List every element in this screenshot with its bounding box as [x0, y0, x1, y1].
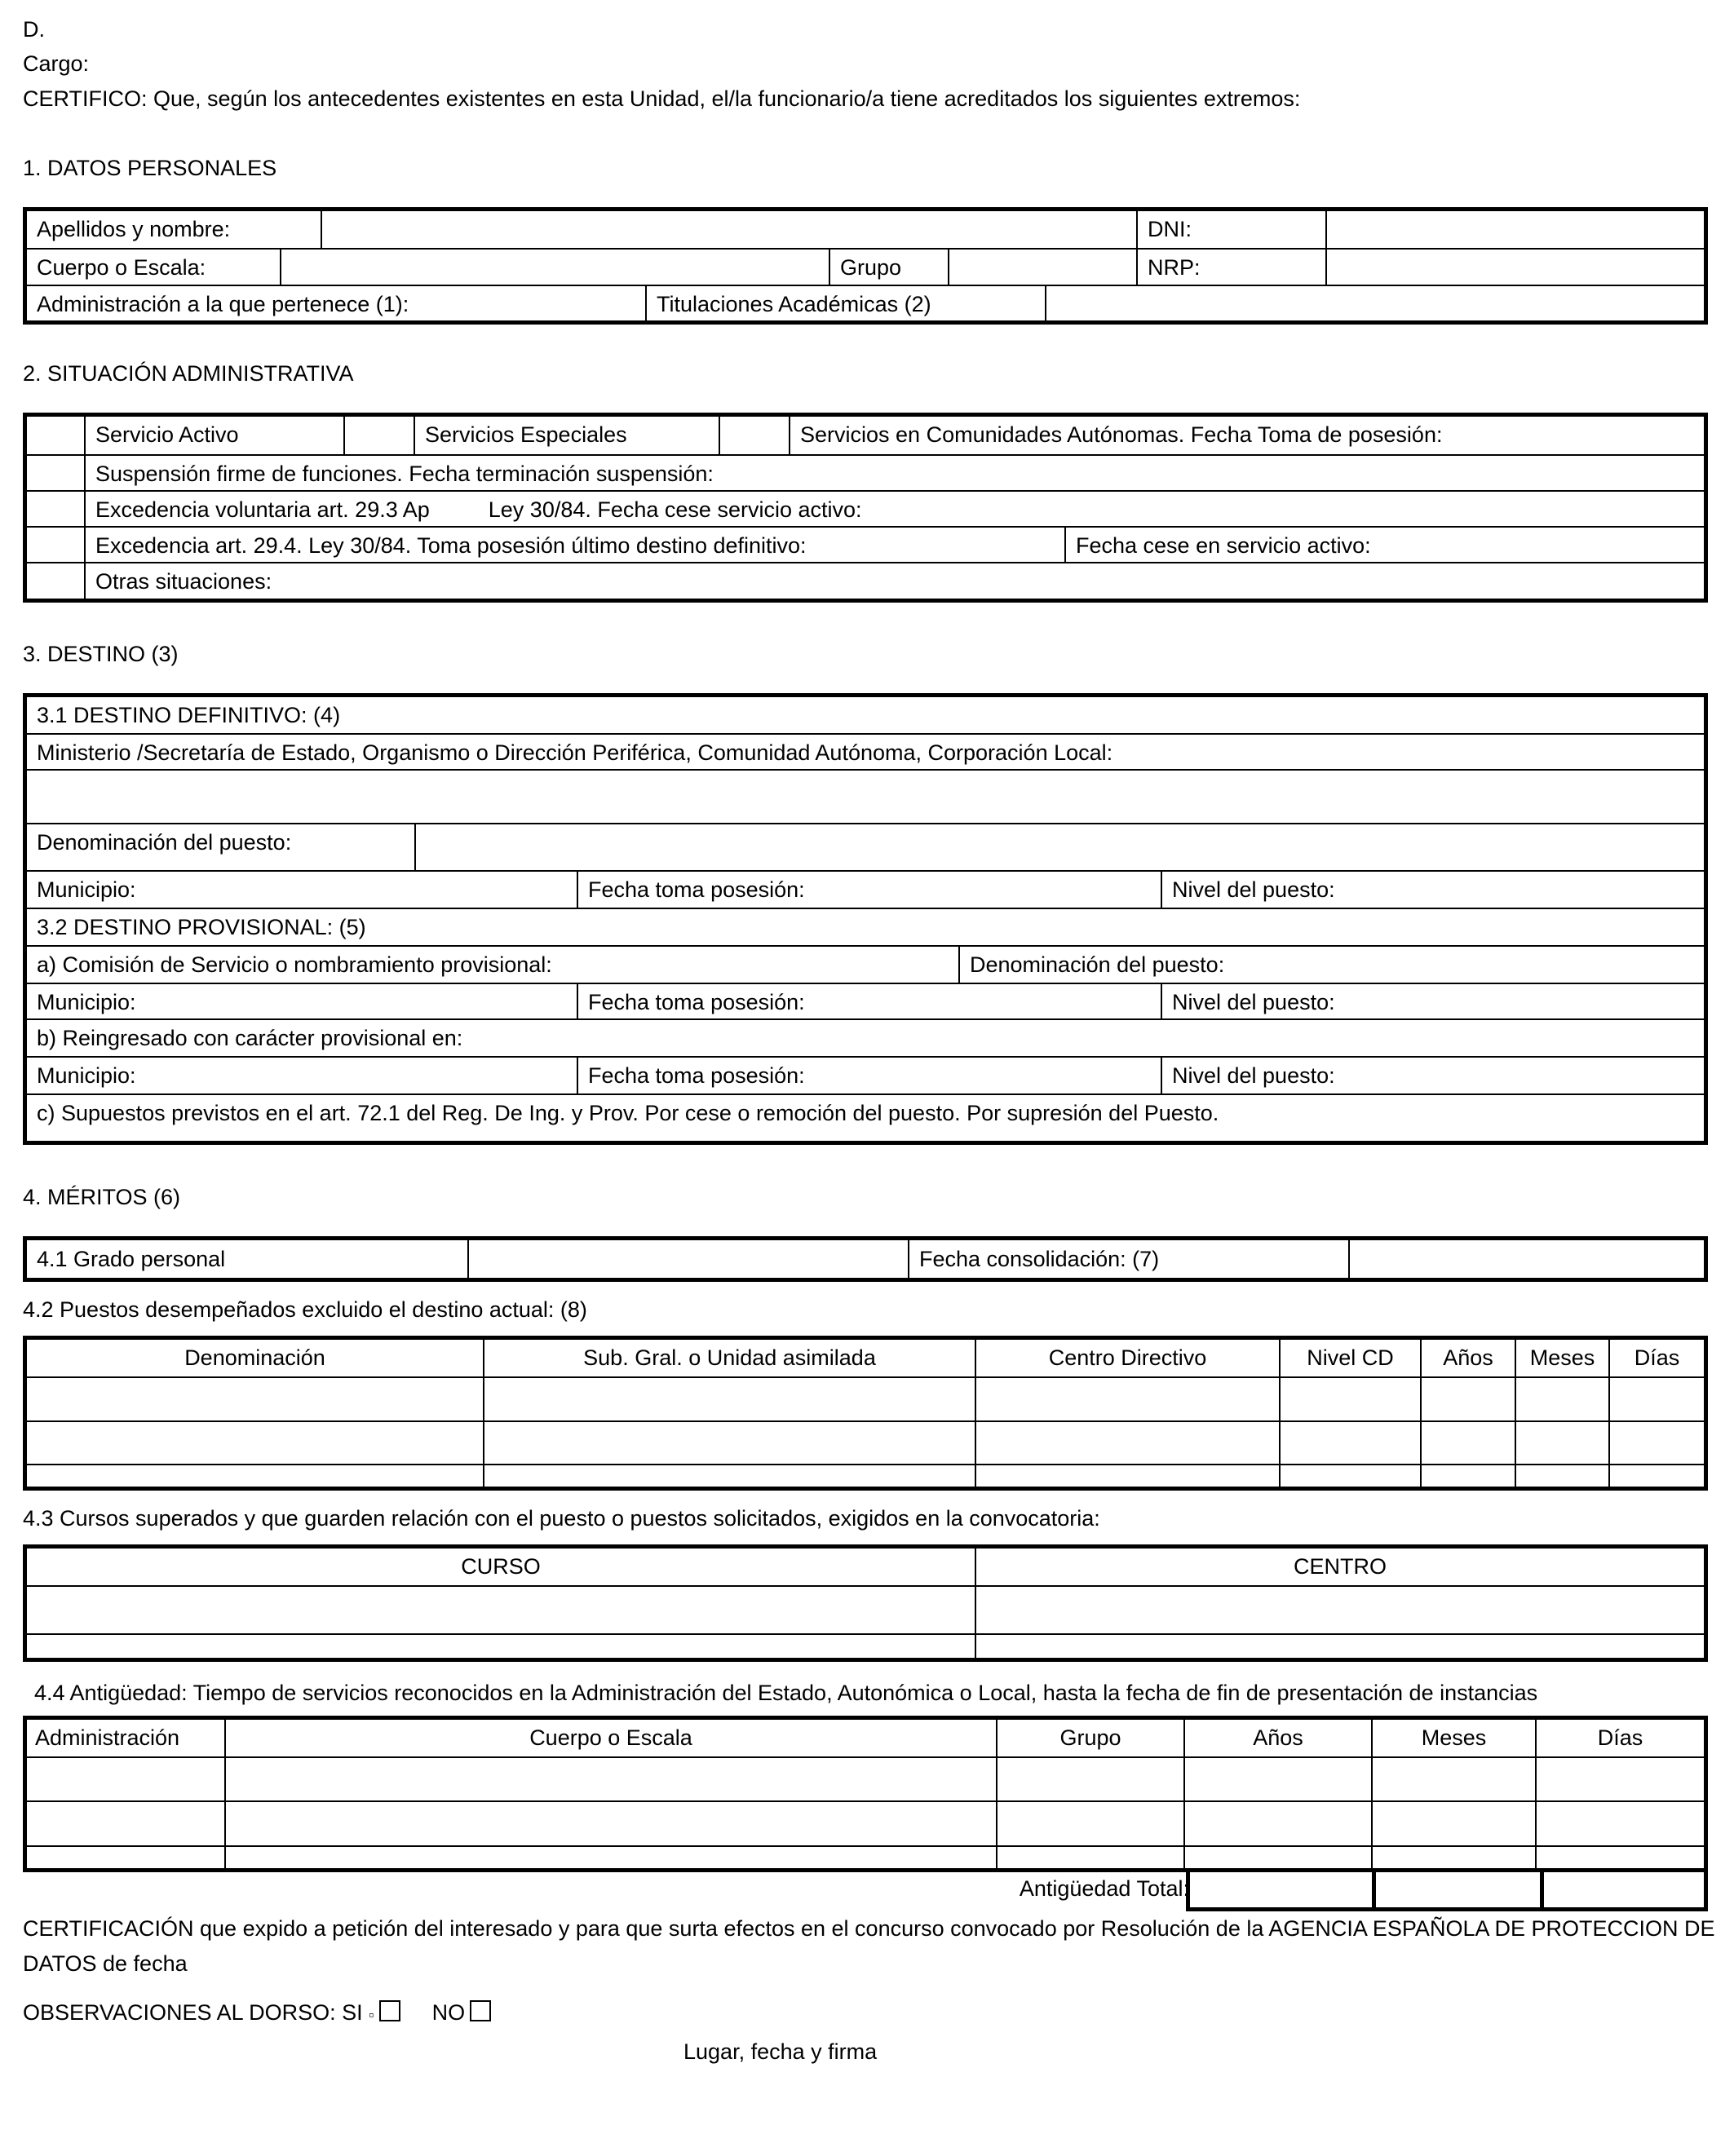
- destino-table: [23, 693, 1708, 1145]
- servicios-ca-checkbox[interactable]: [719, 417, 789, 454]
- excedencia-294-label: Excedencia art. 29.4. Ley 30/84. Toma posesión último destino definitivo:: [84, 528, 1064, 562]
- section-3-title: 3. DESTINO (3): [23, 642, 179, 666]
- puestos-title: 4.2 Puestos desempeñados excluido el destino actual: (8): [23, 1297, 587, 1322]
- table-row: [27, 1421, 1704, 1465]
- dni-field[interactable]: [1325, 211, 1704, 248]
- cursos-table: [23, 1544, 1708, 1662]
- excedencia-voluntaria-text: Excedencia voluntaria art. 29.3 Ap: [95, 497, 430, 522]
- observaciones-label: OBSERVACIONES AL DORSO: SI: [23, 2000, 363, 2025]
- grado-table: [23, 1236, 1708, 1282]
- destino-definitivo-label: 3.1 DESTINO DEFINITIVO: (4): [37, 703, 341, 727]
- antiguedad-header-meses: Meses: [1372, 1720, 1536, 1757]
- nivel-label-2: Nivel del puesto:: [1161, 984, 1704, 1018]
- total-anos-field[interactable]: [1190, 1871, 1376, 1907]
- nivel-label-3: Nivel del puesto:: [1161, 1058, 1704, 1093]
- titulaciones-label: Titulaciones Académicas (2): [645, 286, 1045, 320]
- observaciones-line: [23, 1995, 491, 2033]
- excedencia-voluntaria-text-2: Ley 30/84. Fecha cese servicio activo:: [488, 497, 862, 522]
- antiguedad-table: [23, 1716, 1708, 1872]
- ministerio-label: Ministerio /Secretaría de Estado, Organismo o Dirección Periférica, Comunidad Autónoma, Corporación Local:: [37, 740, 1113, 765]
- comision-label: a) Comisión de Servicio o nombramiento provisional:: [37, 952, 552, 977]
- situacion-table: [23, 413, 1708, 603]
- table-row: [27, 1846, 1704, 1868]
- table-row: [27, 1757, 1704, 1801]
- certificacion-line-2: DATOS de fecha: [23, 1951, 188, 1976]
- section-2-title: 2. SITUACIÓN ADMINISTRATIVA: [23, 361, 354, 386]
- puestos-header-meses: Meses: [1515, 1340, 1609, 1377]
- cargo-line: Cargo:: [23, 51, 90, 76]
- antiguedad-header-administracion: Administración: [27, 1720, 225, 1757]
- denominacion-b-label: Denominación del puesto:: [958, 947, 1704, 983]
- puestos-header-subgral: Sub. Gral. o Unidad asimilada: [484, 1340, 975, 1377]
- denominacion-label: Denominación del puesto:: [37, 830, 292, 855]
- table-row: [27, 1586, 1704, 1634]
- lugar-fecha-firma: Lugar, fecha y firma: [683, 2039, 878, 2064]
- puestos-table: [23, 1336, 1708, 1491]
- antiguedad-header-anos: Años: [1184, 1720, 1372, 1757]
- administracion-label: Administración a la que pertenece (1):: [37, 292, 409, 316]
- cuerpo-field[interactable]: [280, 250, 829, 285]
- section-4-title: 4. MÉRITOS (6): [23, 1185, 181, 1209]
- certificacion-line-1: CERTIFICACIÓN que expido a petición del interesado y para que surta efectos en el concurso convocado por Resolución de la AGENCIA ESPAÑOLA DE PROTECCION DE: [23, 1916, 1715, 1941]
- total-meses-field[interactable]: [1376, 1871, 1544, 1907]
- table-row: [27, 1634, 1704, 1658]
- apellidos-label: Apellidos y nombre:: [37, 217, 231, 241]
- apellidos-field[interactable]: [321, 211, 1136, 248]
- antiguedad-total-fields: [1186, 1871, 1708, 1911]
- cursos-header-curso: CURSO: [27, 1549, 975, 1586]
- servicio-activo-checkbox[interactable]: [27, 417, 84, 454]
- antiguedad-header-dias: Días: [1536, 1720, 1704, 1757]
- nrp-field[interactable]: [1325, 250, 1704, 285]
- puestos-header-centro: Centro Directivo: [975, 1340, 1280, 1377]
- puestos-header-anos: Años: [1421, 1340, 1515, 1377]
- fecha-toma-label-3: Fecha toma posesión:: [577, 1058, 1161, 1093]
- reingresado-label: b) Reingresado con carácter provisional en:: [37, 1026, 463, 1050]
- antiguedad-total-label: Antigüedad Total:: [1019, 1876, 1189, 1901]
- fecha-consolidacion-field[interactable]: [1348, 1240, 1704, 1278]
- servicios-especiales-checkbox[interactable]: [343, 417, 414, 454]
- titulaciones-field[interactable]: [1045, 286, 1704, 320]
- nivel-label-1: Nivel del puesto:: [1161, 872, 1704, 908]
- puestos-header-nivel: Nivel CD: [1280, 1340, 1421, 1377]
- cursos-header-centro: CENTRO: [975, 1549, 1704, 1586]
- antiguedad-header-cuerpo: Cuerpo o Escala: [225, 1720, 997, 1757]
- total-dias-field[interactable]: [1544, 1871, 1704, 1907]
- ministerio-field[interactable]: [27, 771, 1704, 823]
- excedencia-voluntaria-label: [84, 492, 1704, 526]
- recipient-line: D.: [23, 17, 45, 42]
- antiguedad-title: 4.4 Antigüedad: Tiempo de servicios reconocidos en la Administración del Estado, Autonómica o Local, hasta la fecha de fin de presentación de instancias: [34, 1681, 1538, 1705]
- servicios-ca-label: Servicios en Comunidades Autónomas. Fecha Toma de posesión:: [789, 417, 1704, 454]
- excedencia-voluntaria-checkbox[interactable]: [27, 492, 84, 526]
- cursos-title: 4.3 Cursos superados y que guarden relación con el puesto o puestos solicitados, exigidos en la convocatoria:: [23, 1506, 1100, 1531]
- table-row: [27, 1377, 1704, 1421]
- grupo-label: Grupo: [829, 250, 948, 285]
- excedencia-294-checkbox[interactable]: [27, 528, 84, 562]
- suspension-checkbox[interactable]: [27, 456, 84, 490]
- grupo-field[interactable]: [948, 250, 1136, 285]
- supuestos-label: c) Supuestos previstos en el art. 72.1 del Reg. De Ing. y Prov. Por cese o remoción del puesto. Por supresión del Puesto.: [37, 1101, 1219, 1125]
- certifico-line: CERTIFICO: Que, según los antecedentes existentes en esta Unidad, el/la funcionario/a tiene acreditados los siguientes extremos:: [23, 86, 1301, 111]
- observaciones-mark: ▫: [369, 2007, 374, 2023]
- puestos-header-denominacion: Denominación: [27, 1340, 484, 1377]
- table-row: [27, 1801, 1704, 1845]
- fecha-toma-label-1: Fecha toma posesión:: [577, 872, 1161, 908]
- table-row: [27, 1465, 1704, 1487]
- no-label: NO: [431, 2000, 466, 2025]
- fecha-cese-label: Fecha cese en servicio activo:: [1064, 528, 1704, 562]
- otras-label: Otras situaciones:: [84, 563, 1704, 599]
- servicios-especiales-label: Servicios Especiales: [414, 417, 719, 454]
- otras-checkbox[interactable]: [27, 563, 84, 599]
- antiguedad-header-grupo: Grupo: [997, 1720, 1184, 1757]
- grado-field[interactable]: [467, 1240, 908, 1278]
- destino-provisional-label: 3.2 DESTINO PROVISIONAL: (5): [37, 915, 366, 939]
- fecha-toma-label-2: Fecha toma posesión:: [577, 984, 1161, 1018]
- fecha-consolidacion-label: Fecha consolidación: (7): [908, 1240, 1348, 1278]
- cuerpo-label: Cuerpo o Escala:: [37, 255, 206, 280]
- personal-data-table: [23, 207, 1708, 325]
- no-checkbox[interactable]: [470, 2000, 491, 2021]
- nrp-label: NRP:: [1136, 250, 1325, 285]
- servicio-activo-label: Servicio Activo: [84, 417, 343, 454]
- grado-label: 4.1 Grado personal: [37, 1247, 226, 1271]
- si-checkbox[interactable]: [379, 2000, 400, 2021]
- municipio-label-1: Municipio:: [37, 877, 136, 902]
- denominacion-field[interactable]: [414, 824, 1704, 870]
- suspension-label: Suspensión firme de funciones. Fecha terminación suspensión:: [84, 456, 1704, 490]
- dni-label: DNI:: [1136, 211, 1325, 248]
- municipio-label-2: Municipio:: [37, 990, 136, 1014]
- puestos-header-dias: Días: [1609, 1340, 1704, 1377]
- section-1-title: 1. DATOS PERSONALES: [23, 156, 277, 180]
- municipio-label-3: Municipio:: [37, 1063, 136, 1088]
